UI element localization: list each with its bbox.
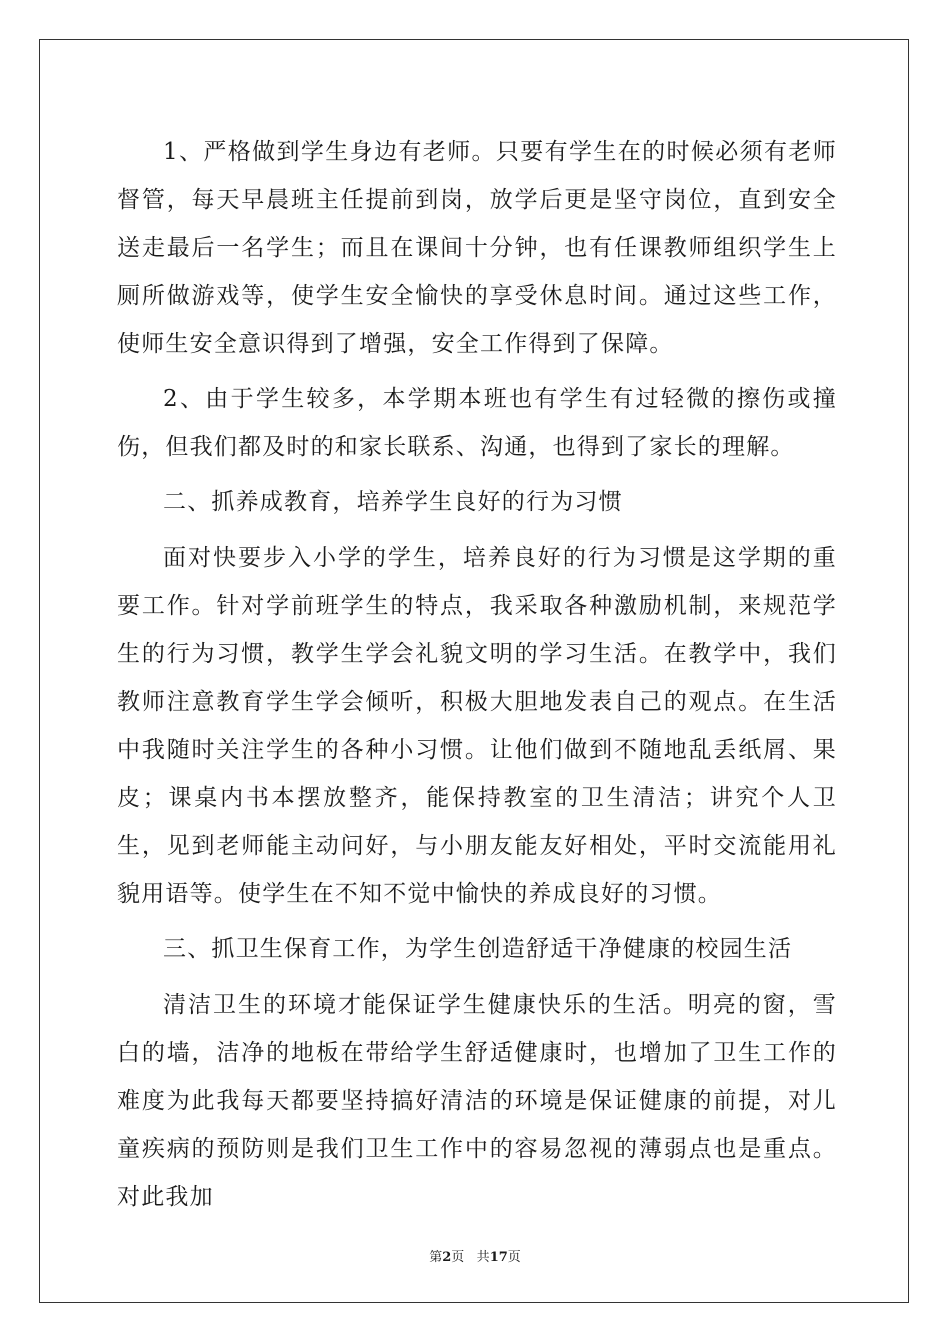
total-pages: 17	[489, 1250, 508, 1265]
total-suffix: 页	[507, 1250, 521, 1265]
document-body	[117, 128, 837, 1228]
section-heading-habits: 二、抓养成教育，培养学生良好的行为习惯	[163, 489, 623, 515]
page-number: 2	[442, 1250, 452, 1265]
page-footer	[0, 1246, 950, 1265]
paragraph-habits: 面对快要步入小学的学生，培养良好的行为习惯是这学期的重要工作。针对学前班学生的特点，我采取各种激励机制，来规范学生的行为习惯，教学生学会礼貌文明的学习生活。在教学中，我们教师注意教育学生学会倾听，积极大胆地发表自己的观点。在生活中我随时关注学生的各种小习惯。让他们做到不随地乱丢纸屑、果皮；课桌内书本摆放整齐，能保持教室的卫生清洁；讲究个人卫生，见到老师能主动问好，与小朋友能友好相处，平时交流能用礼貌用语等。使学生在不知不觉中愉快的养成良好的习惯。	[117, 545, 837, 907]
paragraph-safety-2: 2、由于学生较多，本学期本班也有学生有过轻微的擦伤或撞伤，但我们都及时的和家长联系、沟通，也得到了家长的理解。	[117, 386, 837, 460]
page-suffix: 页	[451, 1250, 465, 1265]
paragraph-safety-1: 1、严格做到学生身边有老师。只要有学生在的时候必须有老师督管，每天早晨班主任提前到岗，放学后更是坚守岗位，直到安全送走最后一名学生；而且在课间十分钟，也有任课教师组织学生上厕所做游戏等，使学生安全愉快的享受休息时间。通过这些工作，使师生安全意识得到了增强，安全工作得到了保障。	[117, 139, 837, 357]
section-heading-hygiene: 三、抓卫生保育工作，为学生创造舒适干净健康的校园生活	[163, 936, 793, 962]
paragraph-hygiene: 清洁卫生的环境才能保证学生健康快乐的生活。明亮的窗，雪白的墙，洁净的地板在带给学生舒适健康时，也增加了卫生工作的难度为此我每天都要坚持搞好清洁的环境是保证健康的前提，对儿童疾病的预防则是我们卫生工作中的容易忽视的薄弱点也是重点。对此我加	[117, 992, 837, 1210]
page-prefix: 第	[429, 1250, 443, 1265]
total-prefix: 共	[476, 1250, 490, 1265]
